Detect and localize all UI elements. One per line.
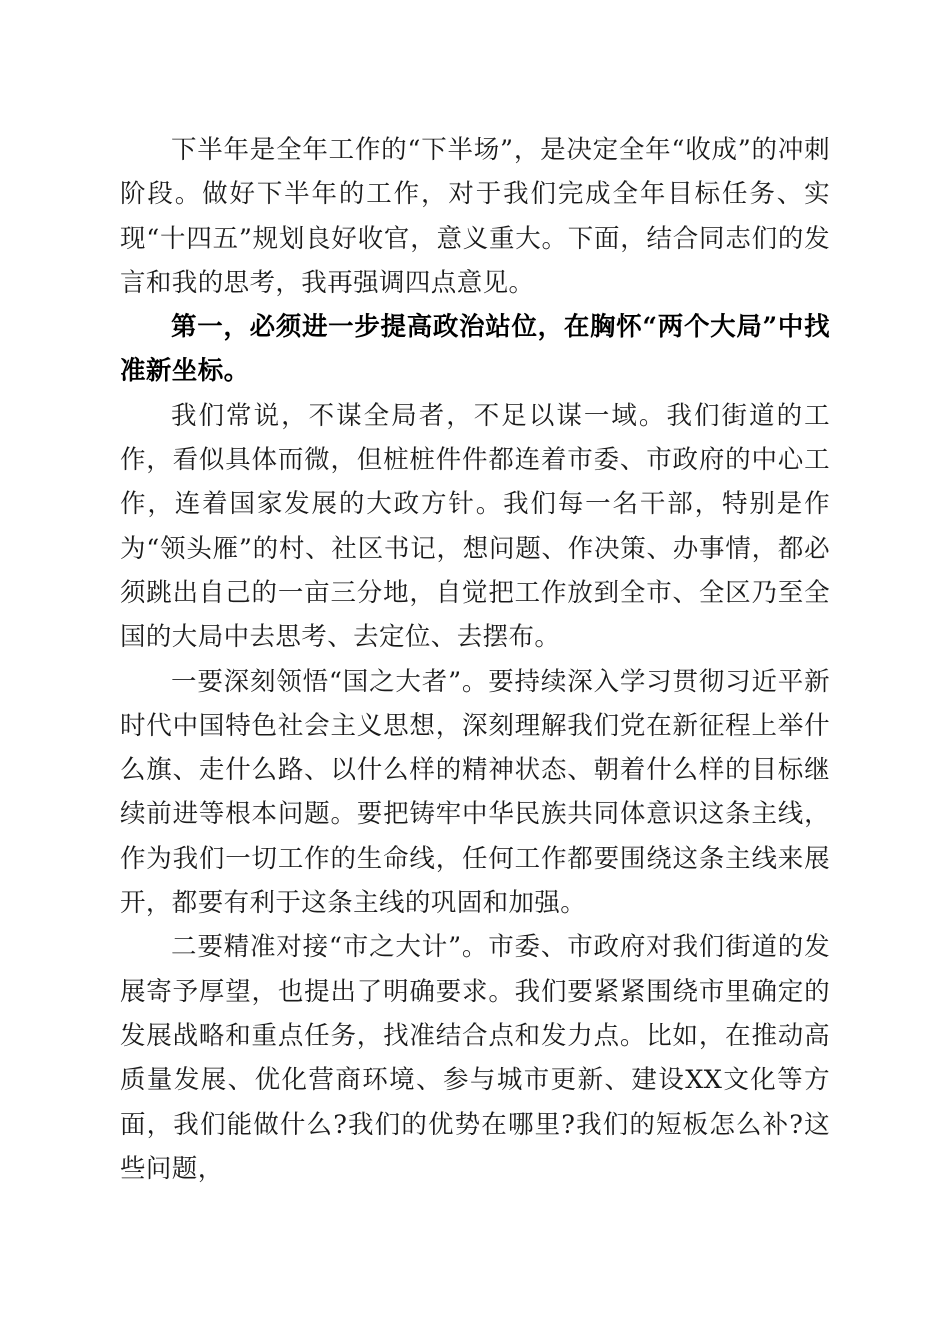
section-heading-first: 第一，必须进一步提高政治站位，在胸怀“两个大局”中找准新坐标。 <box>120 312 830 387</box>
paragraph-point-one: 一要深刻领悟“国之大者”。要持续深入学习贯彻习近平新时代中国特色社会主义思想，深刻理解我们党在新征程上举什么旗、走什么路、以什么样的精神状态、朝着什么样的目标继续前进等根本问题。要把铸牢中华民族共同体意识这条主线，作为我们一切工作的生命线，任何工作都要围绕这条主线来展开，都要有利于这条主线的巩固和加强。 <box>120 666 830 919</box>
paragraph-point-two: 二要精准对接“市之大计”。市委、市政府对我们街道的发展寄予厚望，也提出了明确要求。我们要紧紧围绕市里确定的发展战略和重点任务，找准结合点和发力点。比如，在推动高质量发展、优化营商环境、参与城市更新、建设XX文化等方面，我们能做什么?我们的优势在哪里?我们的短板怎么补?这些问题， <box>120 932 830 1184</box>
document-body <box>120 128 830 1191</box>
paragraph-overall-situation: 我们常说，不谋全局者，不足以谋一域。我们街道的工作，看似具体而微，但桩桩件件都连着市委、市政府的中心工作，连着国家发展的大政方针。我们每一名干部，特别是作为“领头雁”的村、社区书记，想问题、作决策、办事情，都必须跳出自己的一亩三分地，自觉把工作放到全市、全区乃至全国的大局中去思考、去定位、去摆布。 <box>120 400 830 653</box>
paragraph-intro: 下半年是全年工作的“下半场”，是决定全年“收成”的冲刺阶段。做好下半年的工作，对于我们完成全年目标任务、实现“十四五”规划良好收官，意义重大。下面，结合同志们的发言和我的思考，我再强调四点意见。 <box>120 135 830 298</box>
